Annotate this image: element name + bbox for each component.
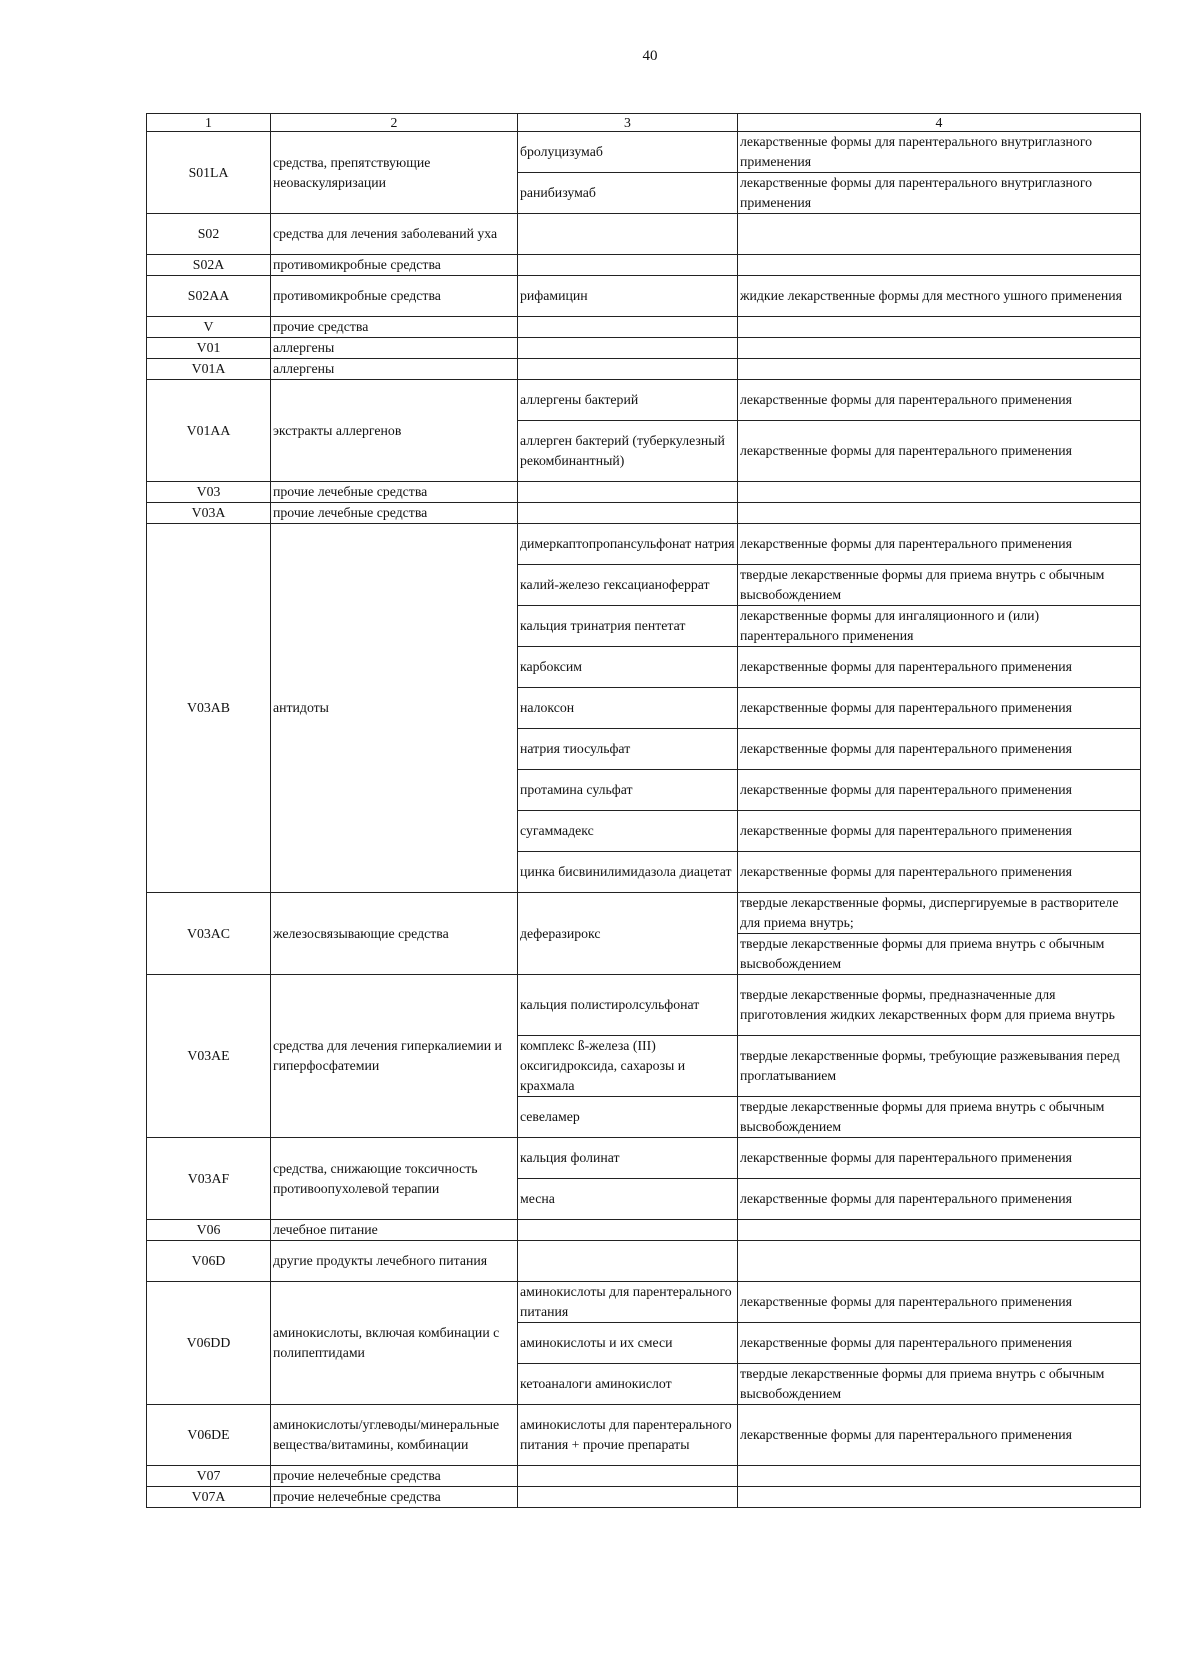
atc-code: V03A	[147, 503, 271, 524]
dosage-form: лекарственные формы для парентерального применения	[738, 647, 1141, 688]
table-row	[147, 1487, 1141, 1508]
drug-name	[518, 503, 738, 524]
dosage-form: лекарственные формы для парентерального применения	[738, 770, 1141, 811]
atc-classification-table	[146, 113, 1141, 1508]
drug-name: бролуцизумаб	[518, 132, 738, 173]
table-row	[147, 503, 1141, 524]
atc-code: V06DE	[147, 1405, 271, 1466]
table-row	[147, 975, 1141, 1036]
atc-code: V03AC	[147, 893, 271, 975]
atc-group: аминокислоты/углеводы/минеральные вещества/витамины, комбинации	[271, 1405, 518, 1466]
drug-name: аминокислоты для парентерального питания	[518, 1282, 738, 1323]
page-number: 40	[642, 48, 658, 64]
drug-name: комплекс ß-железа (III) оксигидроксида, сахарозы и крахмала	[518, 1036, 738, 1097]
dosage-form: лекарственные формы для парентерального применения	[738, 1405, 1141, 1466]
table-row	[147, 1138, 1141, 1179]
dosage-form: твердые лекарственные формы для приема внутрь с обычным высвобождением	[738, 1097, 1141, 1138]
atc-group: противомикробные средства	[271, 255, 518, 276]
dosage-form: жидкие лекарственные формы для местного ушного применения	[738, 276, 1141, 317]
drug-name	[518, 1487, 738, 1508]
atc-code: V07A	[147, 1487, 271, 1508]
dosage-form: твердые лекарственные формы, диспергируемые в растворителе для приема внутрь;	[738, 893, 1141, 934]
atc-group: прочие нелечебные средства	[271, 1487, 518, 1508]
atc-code: V03AB	[147, 524, 271, 893]
dosage-form: лекарственные формы для парентерального внутриглазного применения	[738, 132, 1141, 173]
atc-code: V06	[147, 1220, 271, 1241]
drug-name: аллергены бактерий	[518, 380, 738, 421]
column-header: 3	[518, 114, 738, 132]
drug-name: месна	[518, 1179, 738, 1220]
atc-group: средства, снижающие токсичность противоопухолевой терапии	[271, 1138, 518, 1220]
dosage-form	[738, 359, 1141, 380]
table-row	[147, 1241, 1141, 1282]
drug-name: натрия тиосульфат	[518, 729, 738, 770]
drug-name: калий-железо гексацианоферрат	[518, 565, 738, 606]
atc-code: V07	[147, 1466, 271, 1487]
dosage-form: лекарственные формы для парентерального применения	[738, 811, 1141, 852]
table-row	[147, 1220, 1141, 1241]
dosage-form: лекарственные формы для ингаляционного и (или) парентерального применения	[738, 606, 1141, 647]
dosage-form: твердые лекарственные формы для приема внутрь с обычным высвобождением	[738, 1364, 1141, 1405]
drug-name: димеркаптопропансульфонат натрия	[518, 524, 738, 565]
dosage-form: лекарственные формы для парентерального применения	[738, 1138, 1141, 1179]
atc-code: S02A	[147, 255, 271, 276]
dosage-form	[738, 1487, 1141, 1508]
drug-name	[518, 1241, 738, 1282]
table-row	[147, 893, 1141, 934]
atc-group: аллергены	[271, 338, 518, 359]
drug-name	[518, 338, 738, 359]
dosage-form: лекарственные формы для парентерального применения	[738, 1323, 1141, 1364]
dosage-form	[738, 482, 1141, 503]
drug-name: налоксон	[518, 688, 738, 729]
dosage-form	[738, 338, 1141, 359]
dosage-form	[738, 1466, 1141, 1487]
dosage-form: лекарственные формы для парентерального применения	[738, 1282, 1141, 1323]
dosage-form: лекарственные формы для парентерального применения	[738, 1179, 1141, 1220]
table-row	[147, 524, 1141, 565]
atc-code: V01AA	[147, 380, 271, 482]
dosage-form: лекарственные формы для парентерального применения	[738, 380, 1141, 421]
atc-group: прочие лечебные средства	[271, 503, 518, 524]
dosage-form: лекарственные формы для парентерального внутриглазного применения	[738, 173, 1141, 214]
drug-name: протамина сульфат	[518, 770, 738, 811]
table-row	[147, 359, 1141, 380]
atc-group: средства для лечения заболеваний уха	[271, 214, 518, 255]
drug-name	[518, 482, 738, 503]
drug-name: кальция полистиролсульфонат	[518, 975, 738, 1036]
drug-name: аминокислоты и их смеси	[518, 1323, 738, 1364]
drug-name: севеламер	[518, 1097, 738, 1138]
drug-name: рифамицин	[518, 276, 738, 317]
table-row	[147, 1282, 1141, 1323]
dosage-form	[738, 255, 1141, 276]
drug-name	[518, 317, 738, 338]
drug-name: сугаммадекс	[518, 811, 738, 852]
table-header-row	[147, 114, 1141, 132]
drug-name: карбоксим	[518, 647, 738, 688]
dosage-form	[738, 1241, 1141, 1282]
table-row	[147, 214, 1141, 255]
drug-name	[518, 214, 738, 255]
table-row	[147, 380, 1141, 421]
dosage-form: лекарственные формы для парентерального применения	[738, 524, 1141, 565]
atc-code: V03	[147, 482, 271, 503]
atc-code: S02AA	[147, 276, 271, 317]
dosage-form: твердые лекарственные формы, предназначенные для приготовления жидких лекарственных форм для приема внутрь	[738, 975, 1141, 1036]
dosage-form: твердые лекарственные формы для приема внутрь с обычным высвобождением	[738, 565, 1141, 606]
atc-group: экстракты аллергенов	[271, 380, 518, 482]
atc-group: прочие нелечебные средства	[271, 1466, 518, 1487]
atc-group: железосвязывающие средства	[271, 893, 518, 975]
atc-group: противомикробные средства	[271, 276, 518, 317]
drug-name: ранибизумаб	[518, 173, 738, 214]
atc-code: V	[147, 317, 271, 338]
dosage-form: лекарственные формы для парентерального применения	[738, 852, 1141, 893]
drug-name: кальция фолинат	[518, 1138, 738, 1179]
drug-name	[518, 255, 738, 276]
drug-name: кальция тринатрия пентетат	[518, 606, 738, 647]
dosage-form	[738, 1220, 1141, 1241]
dosage-form: лекарственные формы для парентерального применения	[738, 688, 1141, 729]
atc-code: V06D	[147, 1241, 271, 1282]
dosage-form	[738, 214, 1141, 255]
atc-code: V03AE	[147, 975, 271, 1138]
table-row	[147, 276, 1141, 317]
drug-name: аллерген бактерий (туберкулезный рекомбинантный)	[518, 421, 738, 482]
drug-name	[518, 359, 738, 380]
atc-group: средства, препятствующие неоваскуляризации	[271, 132, 518, 214]
table-row	[147, 482, 1141, 503]
atc-code: V01A	[147, 359, 271, 380]
column-header: 2	[271, 114, 518, 132]
drug-name: аминокислоты для парентерального питания + прочие препараты	[518, 1405, 738, 1466]
table-row	[147, 1466, 1141, 1487]
atc-code: S01LA	[147, 132, 271, 214]
dosage-form: твердые лекарственные формы, требующие разжевывания перед проглатыванием	[738, 1036, 1141, 1097]
atc-code: V01	[147, 338, 271, 359]
table-row	[147, 338, 1141, 359]
atc-group: прочие средства	[271, 317, 518, 338]
drug-name	[518, 1220, 738, 1241]
atc-group: прочие лечебные средства	[271, 482, 518, 503]
table-row	[147, 1405, 1141, 1466]
table-row	[147, 317, 1141, 338]
atc-group: другие продукты лечебного питания	[271, 1241, 518, 1282]
drug-name	[518, 1466, 738, 1487]
atc-code: S02	[147, 214, 271, 255]
dosage-form: лекарственные формы для парентерального применения	[738, 729, 1141, 770]
dosage-form: лекарственные формы для парентерального применения	[738, 421, 1141, 482]
drug-name: цинка бисвинилимидазола диацетат	[518, 852, 738, 893]
dosage-form: твердые лекарственные формы для приема внутрь с обычным высвобождением	[738, 934, 1141, 975]
column-header: 4	[738, 114, 1141, 132]
column-header: 1	[147, 114, 271, 132]
atc-group: аминокислоты, включая комбинации с полипептидами	[271, 1282, 518, 1405]
atc-group: лечебное питание	[271, 1220, 518, 1241]
atc-group: аллергены	[271, 359, 518, 380]
dosage-form	[738, 503, 1141, 524]
table-row	[147, 132, 1141, 173]
table-row	[147, 255, 1141, 276]
atc-code: V03AF	[147, 1138, 271, 1220]
drug-name: кетоаналоги аминокислот	[518, 1364, 738, 1405]
drug-name: деферазирокс	[518, 893, 738, 975]
atc-group: средства для лечения гиперкалиемии и гиперфосфатемии	[271, 975, 518, 1138]
atc-group: антидоты	[271, 524, 518, 893]
atc-code: V06DD	[147, 1282, 271, 1405]
dosage-form	[738, 317, 1141, 338]
